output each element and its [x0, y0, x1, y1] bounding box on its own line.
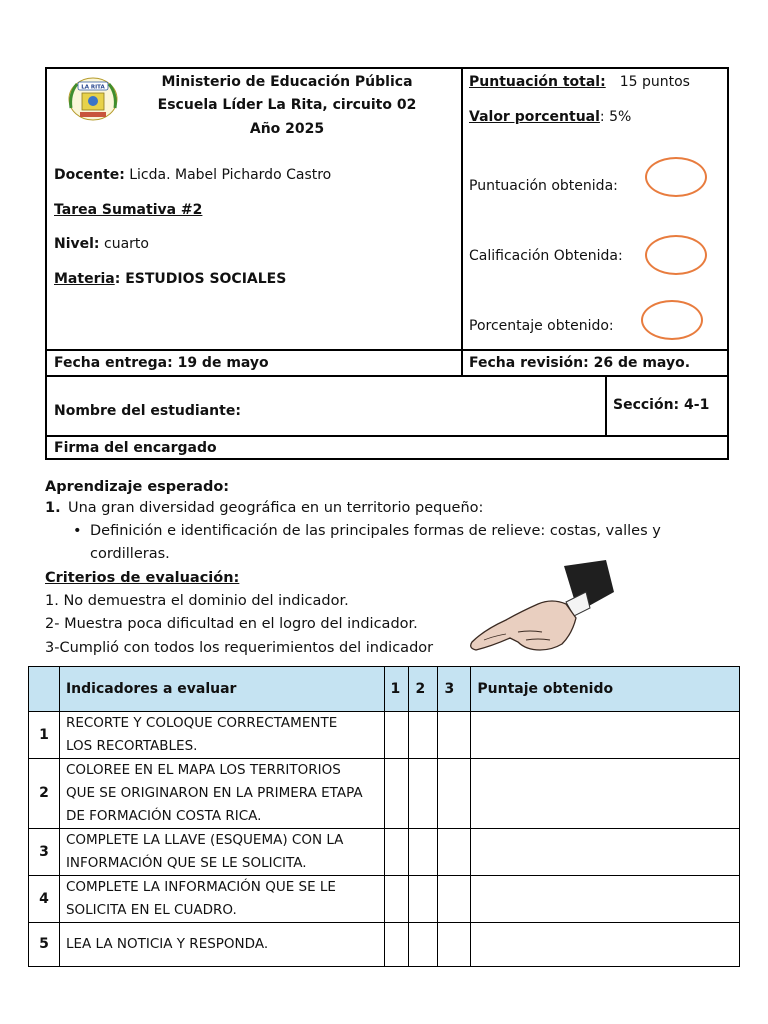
score-obtained-circle[interactable] [645, 157, 707, 197]
level-2-cell[interactable] [409, 876, 438, 923]
subject-field [54, 271, 286, 287]
table-row [29, 712, 740, 759]
teacher-field [54, 167, 331, 183]
indicator-line: LOS RECORTABLES. [65, 738, 198, 754]
indicator-line: DE FORMACIÓN COSTA RICA. [65, 808, 262, 824]
learning-item-text: Una gran diversidad geográfica en un territorio pequeño: [68, 500, 484, 516]
criteria-3: 3-Cumplió con todos los requerimientos del indicador [45, 640, 434, 656]
row-number: 1 [29, 712, 60, 759]
percentage-obtained-label: Porcentaje obtenido: [469, 318, 614, 334]
indicator-line: LEA LA NOTICIA Y RESPONDA. [65, 936, 269, 952]
header-divider-signature [47, 435, 727, 437]
score-cell[interactable] [471, 829, 740, 876]
indicator-line: INFORMACIÓN QUE SE LE SOLICITA. [65, 855, 307, 871]
score-cell[interactable] [471, 759, 740, 829]
score-cell[interactable] [471, 712, 740, 759]
indicator-line: COLOREE EN EL MAPA LOS TERRITORIOS [65, 762, 341, 778]
level-3-cell[interactable] [438, 712, 471, 759]
level-3-cell[interactable] [438, 876, 471, 923]
grade-obtained-label: Calificación Obtenida: [469, 248, 623, 264]
criteria-1: 1. No demuestra el dominio del indicador. [45, 593, 349, 609]
header-info-table [45, 67, 729, 460]
criteria-2: 2- Muestra poca dificultad en el logro del indicador. [45, 616, 418, 632]
level-2-cell[interactable] [409, 712, 438, 759]
guardian-signature-label: Firma del encargado [54, 440, 217, 456]
level-value: cuarto [99, 236, 149, 252]
teacher-label: Docente: [54, 167, 125, 183]
level-field [54, 236, 149, 252]
header-cell-indicators: Indicadores a evaluar [59, 667, 384, 712]
level-3-cell[interactable] [438, 923, 471, 967]
header-divider-dates [47, 349, 727, 351]
logo-text: LA RITA [81, 84, 105, 91]
header-cell-level-1: 1 [384, 667, 409, 712]
level-1-cell[interactable] [384, 759, 409, 829]
table-row [29, 829, 740, 876]
section-label: Sección: 4-1 [613, 397, 710, 413]
bullet-icon: • [73, 523, 82, 539]
delivery-date: Fecha entrega: 19 de mayo [54, 355, 269, 371]
school-year: Año 2025 [249, 121, 325, 137]
header-cell-level-2: 2 [409, 667, 438, 712]
criteria-title: Criterios de evaluación: [45, 570, 240, 586]
row-number: 4 [29, 876, 60, 923]
table-row [29, 759, 740, 829]
task-title: Tarea Sumativa #2 [54, 202, 203, 218]
indicator-line: RECORTE Y COLOQUE CORRECTAMENTE [65, 715, 338, 731]
indicator-text [59, 759, 384, 829]
level-3-cell[interactable] [438, 829, 471, 876]
level-3-cell[interactable] [438, 759, 471, 829]
percentage-obtained-circle[interactable] [641, 300, 703, 340]
level-1-cell[interactable] [384, 712, 409, 759]
row-number: 5 [29, 923, 60, 967]
level-label: Nivel: [54, 236, 100, 252]
indicator-text [59, 876, 384, 923]
level-2-cell[interactable] [409, 923, 438, 967]
learning-bullet-line2: cordilleras. [90, 546, 170, 562]
header-cell-level-3: 3 [438, 667, 471, 712]
percentage-value-field [469, 109, 631, 125]
indicator-text [59, 829, 384, 876]
header-cell-score: Puntaje obtenido [471, 667, 740, 712]
level-1-cell[interactable] [384, 876, 409, 923]
indicator-line: COMPLETE LA LLAVE (ESQUEMA) CON LA [65, 832, 344, 848]
table-row [29, 923, 740, 967]
level-1-cell[interactable] [384, 923, 409, 967]
total-score-label: Puntuación total: [469, 74, 606, 90]
grade-obtained-circle[interactable] [645, 235, 707, 275]
indicator-text [59, 923, 384, 967]
percentage-value-label: Valor porcentual [469, 109, 600, 125]
subject-label: Materia [54, 271, 115, 287]
indicators-table [28, 666, 740, 967]
row-number: 2 [29, 759, 60, 829]
school-logo-icon [65, 74, 121, 122]
learning-title: Aprendizaje esperado: [45, 479, 230, 495]
indicator-line: QUE SE ORIGINARON EN LA PRIMERA ETAPA [65, 785, 363, 801]
school-name: Escuela Líder La Rita, circuito 02 [157, 97, 417, 113]
percentage-value: : 5% [599, 109, 632, 125]
total-score-value: 15 puntos [619, 74, 690, 90]
indicator-text [59, 712, 384, 759]
student-name-label: Nombre del estudiante: [54, 403, 241, 419]
table-row [29, 876, 740, 923]
learning-item-number: 1. [45, 500, 61, 516]
subject-value: : ESTUDIOS SOCIALES [114, 271, 287, 287]
ministry-title: Ministerio de Educación Pública [161, 74, 413, 90]
total-score-field [469, 74, 690, 90]
header-divider-student [47, 375, 727, 377]
table-header-row [29, 667, 740, 712]
indicator-line: SOLICITA EN EL CUADRO. [65, 902, 237, 918]
level-2-cell[interactable] [409, 759, 438, 829]
indicator-line: COMPLETE LA INFORMACIÓN QUE SE LE [65, 879, 336, 895]
teacher-name: Licda. Mabel Pichardo Castro [124, 167, 332, 183]
score-cell[interactable] [471, 923, 740, 967]
pointing-hand-icon [466, 558, 616, 660]
level-1-cell[interactable] [384, 829, 409, 876]
score-obtained-label: Puntuación obtenida: [469, 178, 618, 194]
section-divider [605, 375, 607, 435]
header-column-divider [461, 69, 463, 375]
header-cell-number [29, 667, 60, 712]
score-cell[interactable] [471, 876, 740, 923]
level-2-cell[interactable] [409, 829, 438, 876]
row-number: 3 [29, 829, 60, 876]
learning-bullet-line1: Definición e identificación de las principales formas de relieve: costas, valles y [90, 523, 661, 539]
review-date: Fecha revisión: 26 de mayo. [469, 355, 691, 371]
